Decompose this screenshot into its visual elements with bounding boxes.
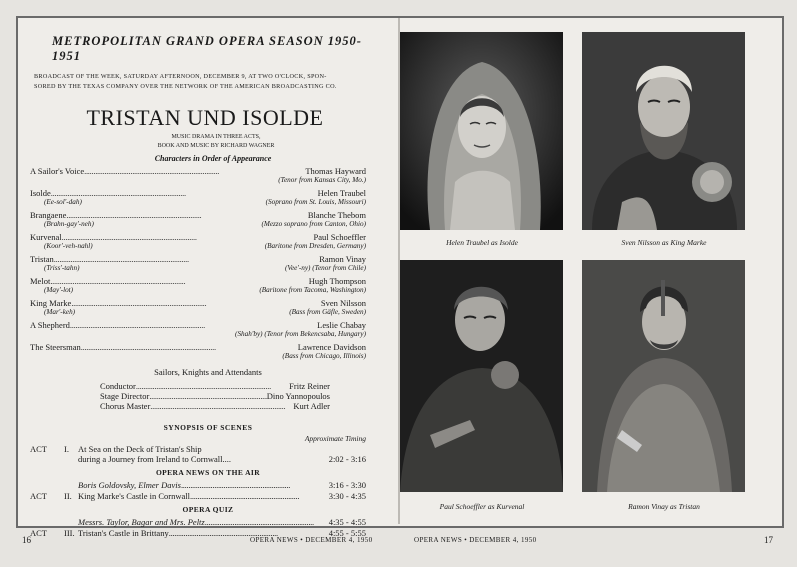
staff-role: Stage Director — [100, 390, 150, 401]
cast-detail: (Vee'-ny) (Tenor from Chile) — [284, 263, 366, 272]
cast-entry — [30, 254, 366, 273]
characters-heading: Characters in Order of Appearance — [154, 153, 272, 163]
cast-singer: Blanche Thebom — [307, 209, 366, 220]
subtitle-line2: BOOK AND MUSIC BY RICHARD WAGNER — [157, 142, 275, 149]
caption-traubel: Helen Traubel as Isolde — [446, 238, 518, 247]
cast-entry — [30, 298, 366, 317]
cast-detail: (Baritone from Tacoma, Washington) — [259, 285, 366, 294]
cast-entry — [30, 166, 366, 185]
cast-singer: Sven Nilsson — [320, 297, 366, 308]
portrait-kurvenal — [400, 260, 563, 492]
cast-entry — [30, 232, 366, 251]
cast-singer: Ramon Vinay — [319, 253, 366, 264]
cast-role: Melot — [30, 275, 51, 286]
act-two — [30, 491, 366, 501]
act-description: At Sea on the Deck of Tristan's Ship — [78, 443, 202, 454]
caption-schoeffler: Paul Schoeffler as Kurvenal — [439, 502, 525, 511]
cast-pronunciation: (Triss'-tahn) — [44, 263, 80, 272]
cast-detail: (Tenor from Kansas City, Mo.) — [278, 175, 366, 184]
cast-pronunciation: (Mar'-keh) — [44, 307, 76, 316]
opera-news-heading: OPERA NEWS ON THE AIR — [155, 467, 261, 477]
act-number: I. — [64, 443, 69, 454]
program-page — [30, 28, 366, 538]
footer-right: OPERA NEWS • DECEMBER 4, 1950 — [414, 536, 537, 544]
synopsis-heading: SYNOPSIS OF SCENES — [163, 422, 253, 432]
cast-singer: Hugh Thompson — [308, 275, 366, 286]
photo-schoeffler — [400, 260, 563, 492]
cast-role: Isolde — [30, 187, 51, 198]
portrait-veiled-woman — [400, 32, 563, 230]
act-description: King Marke's Castle in Cornwall — [78, 490, 191, 501]
broadcast-note-line1: BROADCAST OF THE WEEK, SATURDAY AFTERNOON, DECEMBER 9, AT TWO O'CLOCK, SPON- — [34, 73, 327, 80]
cast-singer: Helen Traubel — [317, 187, 366, 198]
opera-subtitle — [66, 133, 366, 150]
cast-pronunciation: (Koor'-veh-nahl) — [44, 241, 93, 250]
cast-role: Kurvenal — [30, 231, 62, 242]
broadcast-note-line2: SORED BY THE TEXAS COMPANY OVER THE NETWORK OF THE AMERICAN BROADCASTING CO. — [34, 82, 337, 90]
cast-singer: Thomas Hayward — [305, 165, 366, 176]
cast-pronunciation: (Brahn-gay'-neh) — [44, 219, 94, 228]
cast-detail: (Mezzo soprano from Canton, Ohio) — [261, 219, 366, 228]
cast-entry — [30, 210, 366, 229]
act-label: ACT — [30, 490, 47, 501]
cast-pronunciation: (Ee-sol'-dah) — [44, 197, 82, 206]
cast-detail: (Bass from Gäfle, Sweden) — [289, 307, 366, 316]
broadcast-note — [34, 72, 366, 91]
cast-list — [30, 166, 366, 361]
cast-role: Tristan — [30, 253, 54, 264]
act-label: ACT — [30, 527, 47, 538]
cast-singer: Paul Schoeffler — [313, 231, 366, 242]
staff-name: Dino Yannopoulos — [266, 390, 330, 401]
cast-detail: (Soprano from St. Louis, Missouri) — [265, 197, 366, 206]
staff-name: Fritz Reiner — [289, 380, 330, 391]
caption-vinay: Ramon Vinay as Tristan — [628, 502, 700, 511]
quiz-time: 4:35 - 4:55 — [328, 516, 366, 527]
cast-entry — [30, 276, 366, 295]
page-number-right: 17 — [764, 535, 773, 545]
timing-heading: Approximate Timing — [304, 433, 366, 443]
photo-nilsson — [582, 32, 745, 230]
cast-role: A Shepherd — [30, 319, 70, 330]
act-one — [30, 444, 366, 454]
act-label: ACT — [30, 443, 47, 454]
act-description-cont: during a Journey from Ireland to Cornwall.... — [78, 453, 231, 464]
portrait-bearded-king — [582, 32, 745, 230]
cast-entry — [30, 320, 366, 339]
cast-role: A Sailor's Voice — [30, 165, 85, 176]
act-number: III. — [64, 527, 75, 538]
subtitle-line1: MUSIC DRAMA IN THREE ACTS, — [171, 134, 261, 141]
cast-detail: (Baritone from Dresden, Germany) — [264, 241, 366, 250]
quiz-row — [30, 517, 366, 527]
production-staff — [100, 381, 330, 411]
cast-role: The Steersman — [30, 341, 81, 352]
act-number: II. — [64, 490, 72, 501]
staff-name: Kurt Adler — [293, 400, 330, 411]
staff-role: Chorus Master — [100, 400, 151, 411]
act-description: Tristan's Castle in Brittany — [78, 527, 169, 538]
cast-detail: (Shah'by) (Tenor from Bekencsaba, Hungary) — [235, 329, 366, 338]
quiz-guests: Messrs. Taylor, Bagar and Mrs. Peltz — [78, 516, 205, 527]
act-time: 3:30 - 4:35 — [328, 490, 366, 501]
photo-vinay — [582, 260, 745, 492]
cast-role: Brangaene — [30, 209, 67, 220]
page-number-left: 16 — [22, 535, 31, 545]
portrait-tristan — [582, 260, 745, 492]
cast-singer: Leslie Chabay — [317, 319, 366, 330]
act-one-continued — [30, 454, 366, 464]
chorus-line: Sailors, Knights and Attendants — [154, 366, 262, 377]
opera-news-row — [30, 480, 366, 490]
season-header: METROPOLITAN GRAND OPERA SEASON 1950-1951 — [52, 34, 362, 63]
opera-news-guests: Boris Goldovsky, Elmer Davis — [78, 479, 181, 490]
opera-news-time: 3:16 - 3:30 — [328, 479, 366, 490]
caption-nilsson: Sven Nilsson as King Marke — [621, 238, 707, 247]
quiz-heading: OPERA QUIZ — [182, 504, 234, 514]
cast-detail: (Bass from Chicago, Illinois) — [282, 351, 366, 360]
cast-role: King Marke — [30, 297, 72, 308]
cast-singer: Lawrence Davidson — [297, 341, 366, 352]
cast-entry — [30, 188, 366, 207]
cast-pronunciation: (May'-lot) — [44, 285, 74, 294]
photo-traubel — [400, 32, 563, 230]
act-time: 4:55 - 5:55 — [328, 527, 366, 538]
staff-role: Conductor — [100, 380, 136, 391]
act-time: 2:02 - 3:16 — [328, 453, 366, 464]
cast-entry — [30, 342, 366, 361]
footer-left: OPERA NEWS • DECEMBER 4, 1950 — [250, 536, 373, 544]
opera-title: TRISTAN UND ISOLDE — [86, 105, 324, 131]
